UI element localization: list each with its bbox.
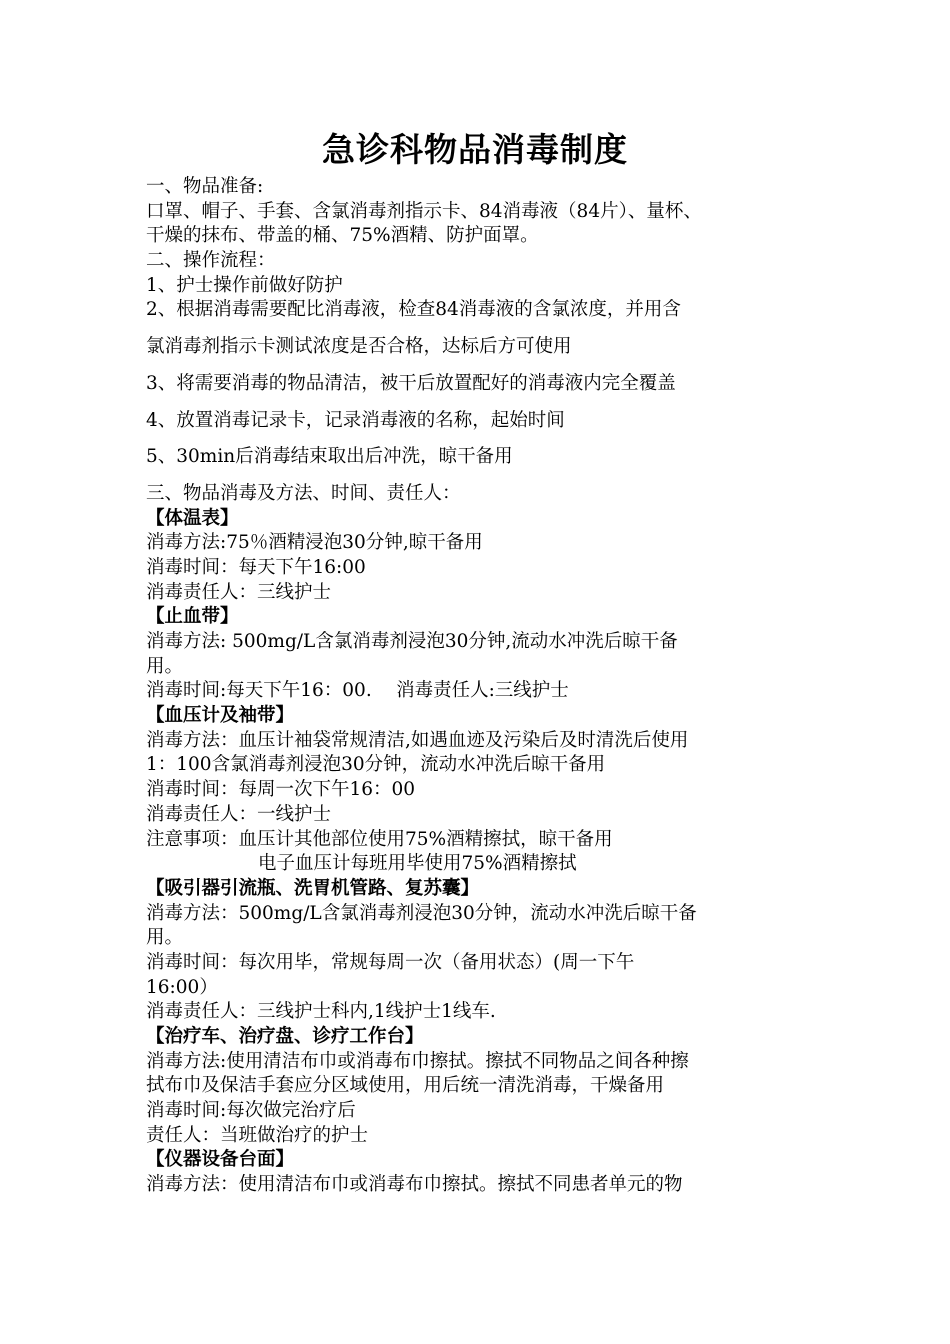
section-heading: 【治疗车、治疗盘、诊疗工作台】 [146,1026,424,1047]
text-line: 氯消毒剂指示卡测试浓度是否合格，达标后方可使用 [146,336,572,358]
text-line: 电子血压计每班用毕使用75%酒精擦拭 [258,853,577,875]
text-line: 消毒时间:每次做完治疗后 [146,1100,356,1122]
text-line: 干燥的抹布、带盖的桶、75%酒精、防护面罩。 [146,225,539,247]
text-line: 1、护士操作前做好防护 [146,274,343,296]
section-heading: 【止血带】 [146,606,239,628]
text-line: 消毒时间：每天下午16:00 [146,556,366,578]
section-heading: 【吸引器引流瓶、洗胃机管路、复苏囊】 [146,877,480,899]
document-title: 急诊科物品消毒制度 [322,130,628,169]
text-line: 消毒时间：每次用毕，常规每周一次（备用状态）(周一下午 [146,951,635,973]
text-line: 用。 [146,927,184,949]
text-line: 消毒时间：每周一次下午16：00 [146,779,416,801]
text-line: 3、将需要消毒的物品清洁，被干后放置配好的消毒液内完全覆盖 [146,372,676,394]
document-body [146,175,826,1198]
text-line: 2、根据消毒需要配比消毒液，检查84消毒液的含氯浓度，并用含 [146,299,681,321]
text-line: 责任人：当班做治疗的护士 [146,1124,369,1146]
text-line: 消毒责任人：三线护士科内,1线护士1线车. [146,1001,496,1023]
text-line: 消毒方法：血压计袖袋常规清洁,如遇血迹及污染后及时清洗后使用 [146,729,689,751]
text-line: 消毒责任人：三线护士 [146,581,332,603]
text-line: 消毒时间:每天下午16：00. 消毒责任人:三线护士 [146,680,569,702]
text-line: 4、放置消毒记录卡，记录消毒液的名称，起始时间 [146,409,565,431]
text-line: 拭布巾及保洁手套应分区域使用，用后统一清洗消毒，干燥备用 [146,1075,665,1097]
text-line: 注意事项：血压计其他部位使用75%酒精擦拭，晾干备用 [146,828,613,850]
text-line: 用。 [146,655,184,677]
text-line: 消毒责任人：一线护士 [146,803,332,825]
text-line: 16:00） [146,976,218,998]
text-line: 消毒方法：使用清洁布巾或消毒布巾擦拭。擦拭不同患者单元的物 [146,1174,683,1196]
text-line: 三、物品消毒及方法、时间、责任人： [146,482,461,504]
text-line: 一、物品准备: [146,176,264,197]
text-line: 口罩、帽子、手套、含氯消毒剂指示卡、84消毒液（84片）、量杯、 [146,200,702,222]
text-line: 5、30min后消毒结束取出后冲洗，晾干备用 [146,446,513,468]
text-line: 消毒方法: 500mg/L含氯消毒剂浸泡30分钟,流动水冲洗后晾干备 [146,631,678,652]
text-line: 二、操作流程： [146,250,276,272]
section-heading: 【仪器设备台面】 [146,1149,295,1171]
text-line: 消毒方法：500mg/L含氯消毒剂浸泡30分钟，流动水冲洗后晾干备 [146,902,697,924]
text-line: 消毒方法:75％酒精浸泡30分钟,晾干备用 [146,532,483,554]
section-heading: 【血压计及袖带】 [146,705,295,727]
section-heading: 【体温表】 [146,507,239,529]
text-line: 消毒方法:使用清洁布巾或消毒布巾擦拭。擦拭不同物品之间各种擦 [146,1050,689,1072]
text-line: 1：100含氯消毒剂浸泡30分钟，流动水冲洗后晾干备用 [146,754,606,776]
